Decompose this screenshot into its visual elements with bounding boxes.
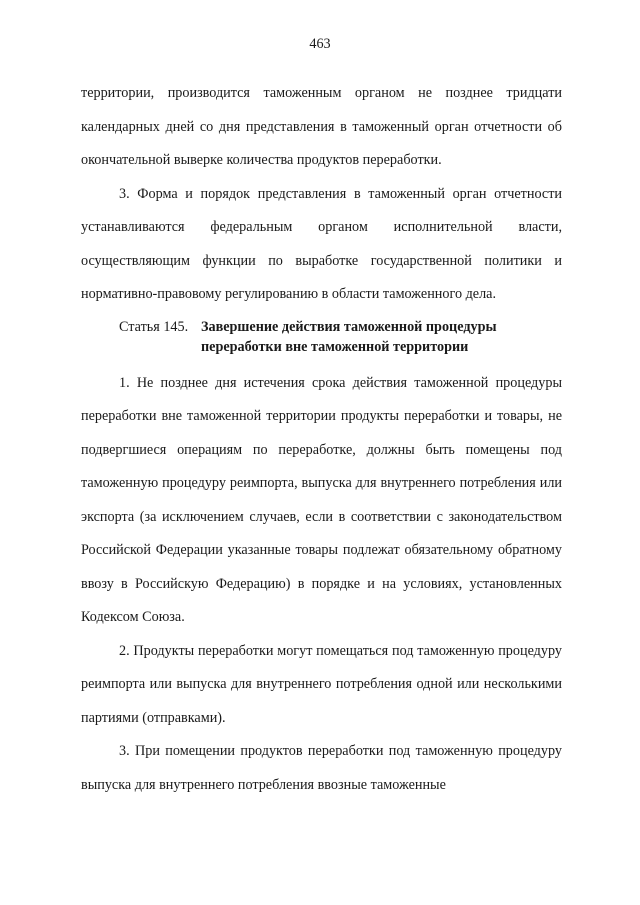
article-paragraph-3: 3. При помещении продуктов переработки под таможенную процедуру выпуска для внутреннего потребления ввозные таможенные: [81, 743, 562, 793]
article-title: [201, 317, 562, 357]
article-title-line-2: переработки вне таможенной территории: [201, 338, 469, 355]
page-number: 463: [309, 36, 331, 52]
article-number: Статья 145.: [119, 318, 189, 335]
article-paragraph-2: 2. Продукты переработки могут помещаться под таможенную процедуру реимпорта или выпуска для внутреннего потребления одной или несколькими партиями (отправками).: [81, 642, 562, 726]
paragraph-continuation: территории, производится таможенным органом не позднее тридцати календарных дней со дня представления в таможенный орган отчетности об окончательной выверке количества продуктов переработки.: [81, 85, 562, 168]
article-heading: [81, 312, 562, 367]
paragraph-3: 3. Форма и порядок представления в таможенный орган отчетности устанавливаются федеральным органом исполнительной власти, осуществляющим функции по выработке государственной политики и нормативно-правовому регулированию в области таможенного дела.: [81, 185, 562, 302]
article-paragraph-1: 1. Не позднее дня истечения срока действия таможенной процедуры переработки вне таможенной территории продукты переработки и товары, не подвергшиеся операциям по переработке, должны быть помещены под таможенную процедуру реимпорта, выпуска для внутреннего потребления или экспорта (за исключением случаев, если в соответствии с законодательством Российской Федерации указанные товары подлежат обязательному обратному ввозу в Российскую Федерацию) в порядке и на условиях, установленных Кодексом Союза.: [81, 374, 562, 625]
article-title-line-1: Завершение действия таможенной процедуры: [201, 318, 497, 335]
document-body: [81, 77, 562, 802]
